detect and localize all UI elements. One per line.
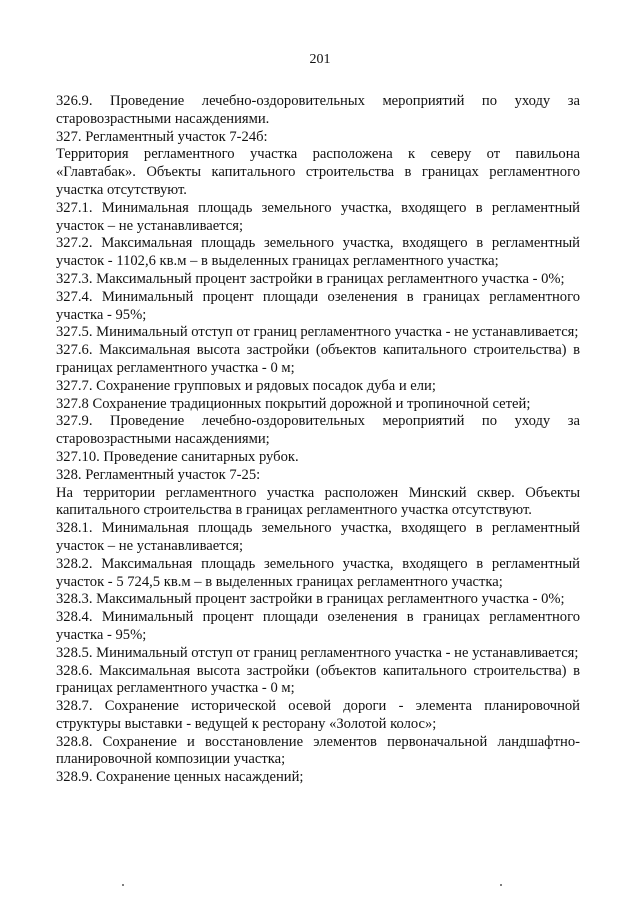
paragraph-327-description: Территория регламентного участка расположена к северу от павильона «Главтабак». Объекты капитального строительства в границах регламентного участка отсутствуют. (56, 146, 580, 198)
paragraph-328-heading: 328. Регламентный участок 7-25: (56, 466, 261, 483)
scan-speck (500, 884, 502, 886)
paragraph-328-4: 328.4. Минимальный процент площади озеленения в границах регламентного участка - 95%; (56, 609, 580, 643)
paragraph-328-5: 328.5. Минимальный отступ от границ регламентного участка - не устанавливается; (56, 644, 579, 661)
paragraph-328-2: 328.2. Максимальная площадь земельного участка, входящего в регламентный участок - 5 724,5 кв.м – в выделенных границах регламентного участка; (56, 555, 580, 590)
document-body (56, 93, 580, 787)
paragraph-328-3: 328.3. Максимальный процент застройки в границах регламентного участка - 0%; (56, 591, 565, 608)
paragraph-327-3: 327.3. Максимальный процент застройки в границах регламентного участка - 0%; (56, 270, 565, 287)
paragraph-326-9: 326.9. Проведение лечебно-оздоровительных мероприятий по уходу за старовозрастными насаждениями. (56, 93, 580, 127)
paragraph-328-8: 328.8. Сохранение и восстановление элементов первоначальной ландшафтно-планировочной композиции участка; (56, 733, 580, 768)
paragraph-327-4: 327.4. Минимальный процент площади озеленения в границах регламентного участка - 95%; (56, 288, 580, 323)
paragraph-328-7: 328.7. Сохранение исторической осевой дороги - элемента планировочной структуры выставки - ведущей к ресторану «Золотой колос»; (56, 698, 580, 732)
paragraph-327-5: 327.5. Минимальный отступ от границ регламентного участка - не устанавливается; (56, 324, 579, 341)
paragraph-328-9: 328.9. Сохранение ценных насаждений; (56, 769, 304, 786)
paragraph-328-description: На территории регламентного участка расположен Минский сквер. Объекты капитального строительства в границах регламентного участка отсутствуют. (56, 484, 580, 519)
paragraph-327-10: 327.10. Проведение санитарных рубок. (56, 448, 299, 465)
paragraph-327-heading: 327. Регламентный участок 7-24б: (56, 128, 268, 145)
paragraph-327-2: 327.2. Максимальная площадь земельного участка, входящего в регламентный участок - 1102,6 кв.м – в выделенных границах регламентного участка; (56, 235, 580, 270)
paragraph-328-1: 328.1. Минимальная площадь земельного участка, входящего в регламентный участок – не устанавливается; (56, 520, 580, 554)
paragraph-327-7: 327.7. Сохранение групповых и рядовых посадок дуба и ели; (56, 377, 436, 394)
paragraph-327-1: 327.1. Минимальная площадь земельного участка, входящего в регламентный участок – не устанавливается; (56, 199, 580, 234)
paragraph-327-6: 327.6. Максимальная высота застройки (объектов капитального строительства) в границах регламентного участка - 0 м; (56, 342, 580, 376)
page-number: 201 (309, 52, 331, 67)
paragraph-328-6: 328.6. Максимальная высота застройки (объектов капитального строительства) в границах регламентного участка - 0 м; (56, 662, 580, 697)
paragraph-327-9: 327.9. Проведение лечебно-оздоровительных мероприятий по уходу за старовозрастными насаждениями; (56, 413, 580, 448)
paragraph-327-8: 327.8 Сохранение традиционных покрытий дорожной и тропиночной сетей; (56, 395, 531, 412)
scan-speck (122, 884, 124, 886)
